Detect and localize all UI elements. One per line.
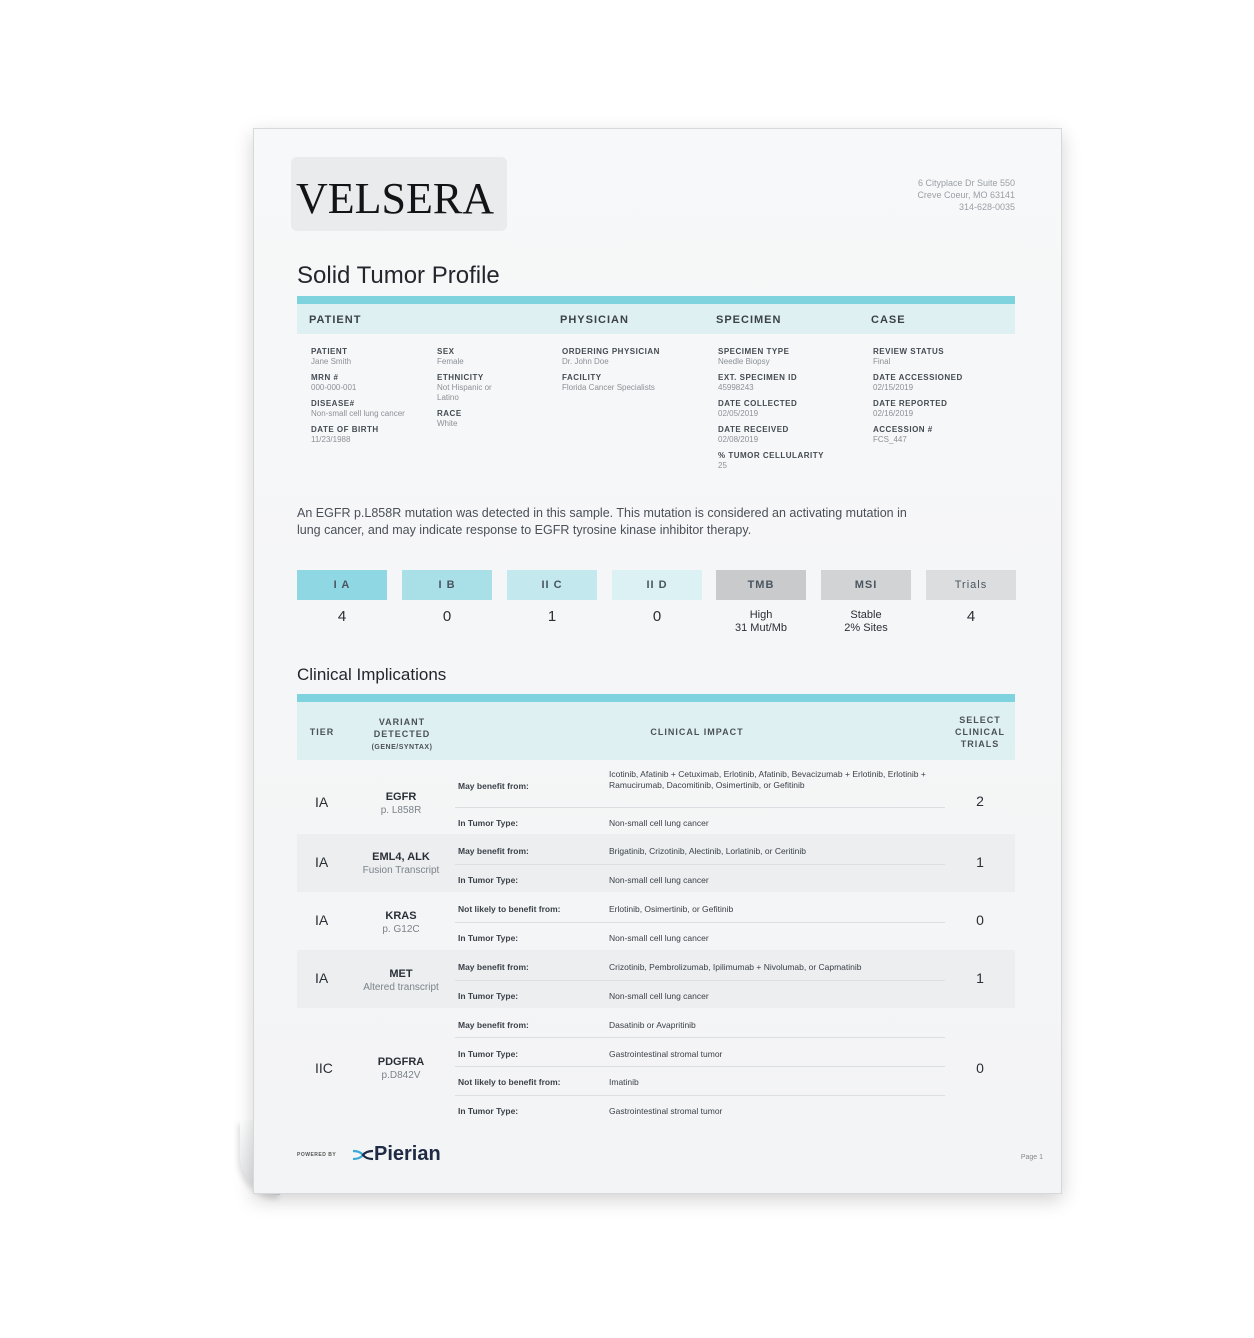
title-accent-bar (297, 296, 1015, 304)
table-row: IA KRAS p. G12C Not likely to benefit from: Erlotinib, Osimertinib, or Gefitinib In Tumor Type: Non-small cell lung cancer 0 (315, 904, 984, 943)
col-clinical-impact: CLINICAL IMPACT (650, 727, 744, 737)
velsera-logo: VELSERA (296, 174, 494, 223)
page-number: Page 1 (1020, 1154, 1043, 1161)
msi-value: Stable 2% Sites (844, 609, 888, 634)
physician-header: PHYSICIAN (560, 314, 629, 326)
lab-address: 6 Cityplace Dr Suite 550 Creve Coeur, MO 63141 314-628-0035 (917, 178, 1015, 212)
info-header (297, 304, 1015, 334)
table-row: IA MET Altered transcript May benefit from: Crizotinib, Pembrolizumab, Ipilimumab + Nivolumab, or Capmatinib In Tumor Type: Non-small cell lung cancer 1 (297, 950, 1015, 1008)
trials-count: 4 (966, 608, 976, 625)
col-variant: VARIANT DETECTED (GENE/SYNTAX) (371, 717, 433, 751)
tier-iid-count: 0 (652, 608, 662, 625)
tier-ib-count: 0 (442, 608, 452, 625)
patient-demographics: SEX Female ETHNICITY Not Hispanic or Latino RACE White (437, 347, 492, 428)
col-select-trials: SELECT CLINICAL TRIALS (955, 715, 1005, 749)
report-title: Solid Tumor Profile (297, 262, 500, 289)
table-row: IA EGFR p. L858R May benefit from: Icotinib, Afatinib + Cetuximab, Erlotinib, Afatinib, Bevacizumab + Erlotinib, Erlotinib + Ramucirumab, Dacomitinib, Osimertinib, or Gefitinib In Tumor Type: Non-small cell lung cancer 2 (315, 769, 984, 828)
powered-by-label: POWERED BY (297, 1152, 337, 1158)
pierian-logo: Pierian (352, 1143, 441, 1166)
table-row: IIC PDGFRA p.D842V May benefit from: Dasatinib or Avapritinib In Tumor Type: Gastrointestinal stromal tumor Not likely to benefit from: Imatinib In Tumor Type: Gastrointestinal stromal tumor 0 (315, 1020, 984, 1116)
patient-fields: PATIENT Jane Smith MRN # 000-000-001 DISEASE# Non-small cell lung cancer DATE OF BIRTH 11/23/1988 (311, 347, 405, 444)
case-fields: REVIEW STATUS Final DATE ACCESSIONED 02/15/2019 DATE REPORTED 02/16/2019 ACCESSION # FCS_447 (873, 347, 963, 444)
tier-iic-box: II C (507, 570, 597, 600)
tier-iid-box: II D (612, 570, 702, 600)
result-summary: An EGFR p.L858R mutation was detected in this sample. This mutation is considered an activating mutation in lung cancer, and may indicate response to EGFR tyrosine kinase inhibitor therapy. (297, 506, 907, 537)
physician-fields: ORDERING PHYSICIAN Dr. John Doe FACILITY Florida Cancer Specialists (562, 347, 660, 392)
clinical-implications-title: Clinical Implications (297, 665, 447, 684)
case-header: CASE (871, 314, 906, 326)
patient-header: PATIENT (309, 314, 362, 326)
pierian-mark-icon (352, 1148, 374, 1162)
trials-box: Trials (926, 570, 1016, 600)
report-page (253, 128, 1062, 1194)
clinical-table-header (297, 702, 1015, 760)
specimen-fields: SPECIMEN TYPE Needle Biopsy EXT. SPECIMEN ID 45998243 DATE COLLECTED 02/05/2019 DATE RECEIVED 02/08/2019 % TUMOR CELLULARITY 25 (718, 347, 824, 470)
tmb-value: High 31 Mut/Mb (735, 609, 787, 634)
col-tier: TIER (309, 727, 335, 737)
tier-ib-box: I B (402, 570, 492, 600)
msi-box: MSI (821, 570, 911, 600)
tier-iic-count: 1 (547, 608, 557, 625)
tmb-box: TMB (716, 570, 806, 600)
tier-ia-box: I A (297, 570, 387, 600)
specimen-header: SPECIMEN (716, 314, 782, 326)
tier-ia-count: 4 (337, 608, 347, 625)
clinical-accent-bar (297, 694, 1015, 702)
table-row: IA EML4, ALK Fusion Transcript May benefit from: Brigatinib, Crizotinib, Alectinib, Lorlatinib, or Ceritinib In Tumor Type: Non-small cell lung cancer 1 (297, 834, 1015, 892)
